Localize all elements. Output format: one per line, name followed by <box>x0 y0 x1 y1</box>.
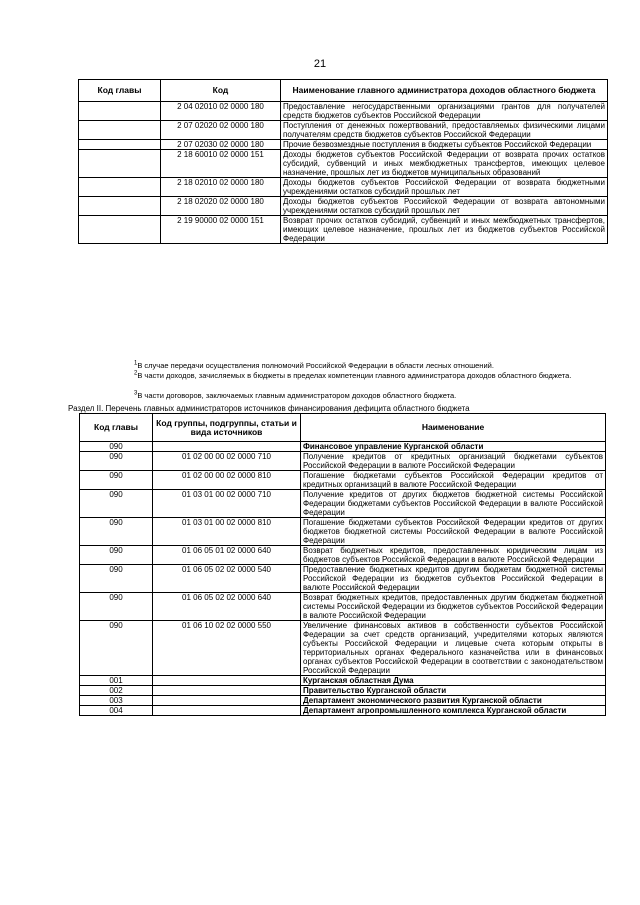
code-cell: 2 18 60010 02 0000 151 <box>161 150 281 178</box>
code-cell <box>153 706 301 716</box>
column-header: Код <box>161 80 281 102</box>
code-cell: 2 18 02010 02 0000 180 <box>161 178 281 197</box>
code-cell: 2 04 02010 02 0000 180 <box>161 102 281 121</box>
table-row <box>80 452 606 471</box>
name-cell: Получение кредитов от других бюджетов бюджетной системы Российской Федерации бюджетами субъектов Российской Федерации в валюте Российской Федерации <box>301 490 606 518</box>
name-cell: Доходы бюджетов субъектов Российской Федерации от возврата прочих остатков субсидий, субвенций и иных межбюджетных трансфертов, имеющих целевое назначение, прошлых лет из бюджетов муниципальных образований <box>281 150 608 178</box>
code-glavy-cell: 001 <box>80 676 153 686</box>
footnote: $^3$В части договоров, заключаемых главным администратором доходов областного бюджета. <box>134 390 457 400</box>
code-cell: 01 02 00 00 02 0000 710 <box>153 452 301 471</box>
name-cell: Департамент экономического развития Курганской области <box>301 696 606 706</box>
page-number: 21 <box>313 58 327 70</box>
code-glavy-cell: 090 <box>80 546 153 565</box>
name-cell: Доходы бюджетов субъектов Российской Федерации от возврата бюджетными учреждениями остатков субсидий прошлых лет <box>281 178 608 197</box>
code-cell: 01 06 10 02 02 0000 550 <box>153 621 301 676</box>
code-glavy-cell: 090 <box>80 593 153 621</box>
code-glavy-cell <box>79 140 161 150</box>
code-glavy-cell <box>79 178 161 197</box>
table-row <box>80 442 606 452</box>
code-glavy-cell: 090 <box>80 565 153 593</box>
name-cell: Доходы бюджетов субъектов Российской Федерации от возврата автономными учреждениями остатков субсидий прошлых лет <box>281 197 608 216</box>
column-header: Код главы <box>80 414 153 442</box>
column-header: Наименование <box>301 414 606 442</box>
code-glavy-cell: 090 <box>80 452 153 471</box>
code-cell: 2 07 02020 02 0000 180 <box>161 121 281 140</box>
table-row <box>80 706 606 716</box>
column-header: Код группы, подгруппы, статьи и вида источников <box>153 414 301 442</box>
name-cell: Возврат бюджетных кредитов, предоставленных другим бюджетам бюджетной системы Российской Федерации из бюджетов субъектов Российской Федерации в валюте Российской Федерации <box>301 593 606 621</box>
code-glavy-cell: 090 <box>80 621 153 676</box>
name-cell: Увеличение финансовых активов в собственности субъектов Российской Федерации за счет средств организаций, учредителями которых являются субъекты Российской Федерации и лицевые счета которым открыты в территориальных органах Федерального казначейства или в финансовых органах субъектов Российской Федерации в соответствии с законодательством Российской Федерации <box>301 621 606 676</box>
code-cell: 01 06 05 02 02 0000 640 <box>153 593 301 621</box>
code-glavy-cell: 003 <box>80 696 153 706</box>
table-row <box>80 676 606 686</box>
code-glavy-cell <box>79 121 161 140</box>
table-row <box>80 621 606 676</box>
table-row <box>80 593 606 621</box>
code-glavy-cell: 090 <box>80 490 153 518</box>
name-cell: Финансовое управление Курганской области <box>301 442 606 452</box>
code-cell <box>153 442 301 452</box>
table-header-row <box>79 80 608 102</box>
table-row <box>79 178 608 197</box>
code-cell: 01 03 01 00 02 0000 810 <box>153 518 301 546</box>
code-glavy-cell: 090 <box>80 442 153 452</box>
financing-sources-table <box>79 413 606 716</box>
table-row <box>79 197 608 216</box>
table-row <box>80 490 606 518</box>
table-row <box>79 140 608 150</box>
name-cell: Возврат прочих остатков субсидий, субвенций и иных межбюджетных трансфертов, имеющих целевое назначение, прошлых лет из бюджетов субъектов Российской Федерации <box>281 216 608 244</box>
code-cell <box>153 686 301 696</box>
name-cell: Погашение бюджетами субъектов Российской Федерации кредитов от кредитных организаций в валюте Российской Федерации <box>301 471 606 490</box>
code-cell: 01 03 01 00 02 0000 710 <box>153 490 301 518</box>
name-cell: Получение кредитов от кредитных организаций бюджетами субъектов Российской Федерации в валюте Российской Федерации <box>301 452 606 471</box>
revenue-administrators-table <box>78 79 608 244</box>
code-glavy-cell: 090 <box>80 471 153 490</box>
table-row <box>79 121 608 140</box>
section-title: Раздел II. Перечень главных администраторов источников финансирования дефицита областного бюджета <box>68 404 470 413</box>
column-header: Наименование главного администратора доходов областного бюджета <box>281 80 608 102</box>
code-cell: 01 02 00 00 02 0000 810 <box>153 471 301 490</box>
name-cell: Возврат бюджетных кредитов, предоставленных юридическим лицам из бюджетов субъектов Российской Федерации в валюте Российской Федерации <box>301 546 606 565</box>
table-row <box>80 686 606 696</box>
code-glavy-cell: 002 <box>80 686 153 696</box>
table-row <box>80 546 606 565</box>
code-glavy-cell <box>79 216 161 244</box>
table-header-row <box>80 414 606 442</box>
name-cell: Правительство Курганской области <box>301 686 606 696</box>
table-row <box>79 102 608 121</box>
code-cell: 2 07 02030 02 0000 180 <box>161 140 281 150</box>
name-cell: Прочие безвозмездные поступления в бюджеты субъектов Российской Федерации <box>281 140 608 150</box>
table-row <box>80 696 606 706</box>
table-row <box>79 216 608 244</box>
table-row <box>80 518 606 546</box>
code-glavy-cell <box>79 150 161 178</box>
footnote: $^1$В случае передачи осуществления полномочий Российской Федерации в области лесных отношений. <box>134 360 494 370</box>
code-cell: 2 18 02020 02 0000 180 <box>161 197 281 216</box>
code-cell: 01 06 05 02 02 0000 540 <box>153 565 301 593</box>
table-row <box>79 150 608 178</box>
code-glavy-cell <box>79 102 161 121</box>
code-cell: 2 19 90000 02 0000 151 <box>161 216 281 244</box>
code-cell <box>153 676 301 686</box>
name-cell: Предоставление бюджетных кредитов другим бюджетам бюджетной системы Российской Федерации из бюджетов субъектов Российской Федерации в валюте Российской Федерации <box>301 565 606 593</box>
name-cell: Поступления от денежных пожертвований, предоставляемых физическими лицами получателям средств бюджетов субъектов Российской Федерации <box>281 121 608 140</box>
code-cell: 01 06 05 01 02 0000 640 <box>153 546 301 565</box>
name-cell: Курганская областная Дума <box>301 676 606 686</box>
column-header: Код главы <box>79 80 161 102</box>
code-cell <box>153 696 301 706</box>
table-row <box>80 565 606 593</box>
name-cell: Погашение бюджетами субъектов Российской Федерации кредитов от других бюджетов бюджетной системы Российской Федерации в валюте Российской Федерации <box>301 518 606 546</box>
name-cell: Департамент агропромышленного комплекса Курганской области <box>301 706 606 716</box>
table-row <box>80 471 606 490</box>
code-glavy-cell: 090 <box>80 518 153 546</box>
footnote: $^2$В части доходов, зачисляемых в бюджеты в пределах компетенции главного администратора доходов областного бюджета. <box>134 370 572 380</box>
code-glavy-cell <box>79 197 161 216</box>
name-cell: Предоставление негосударственными организациями грантов для получателей средств бюджетов субъектов Российской Федерации <box>281 102 608 121</box>
code-glavy-cell: 004 <box>80 706 153 716</box>
